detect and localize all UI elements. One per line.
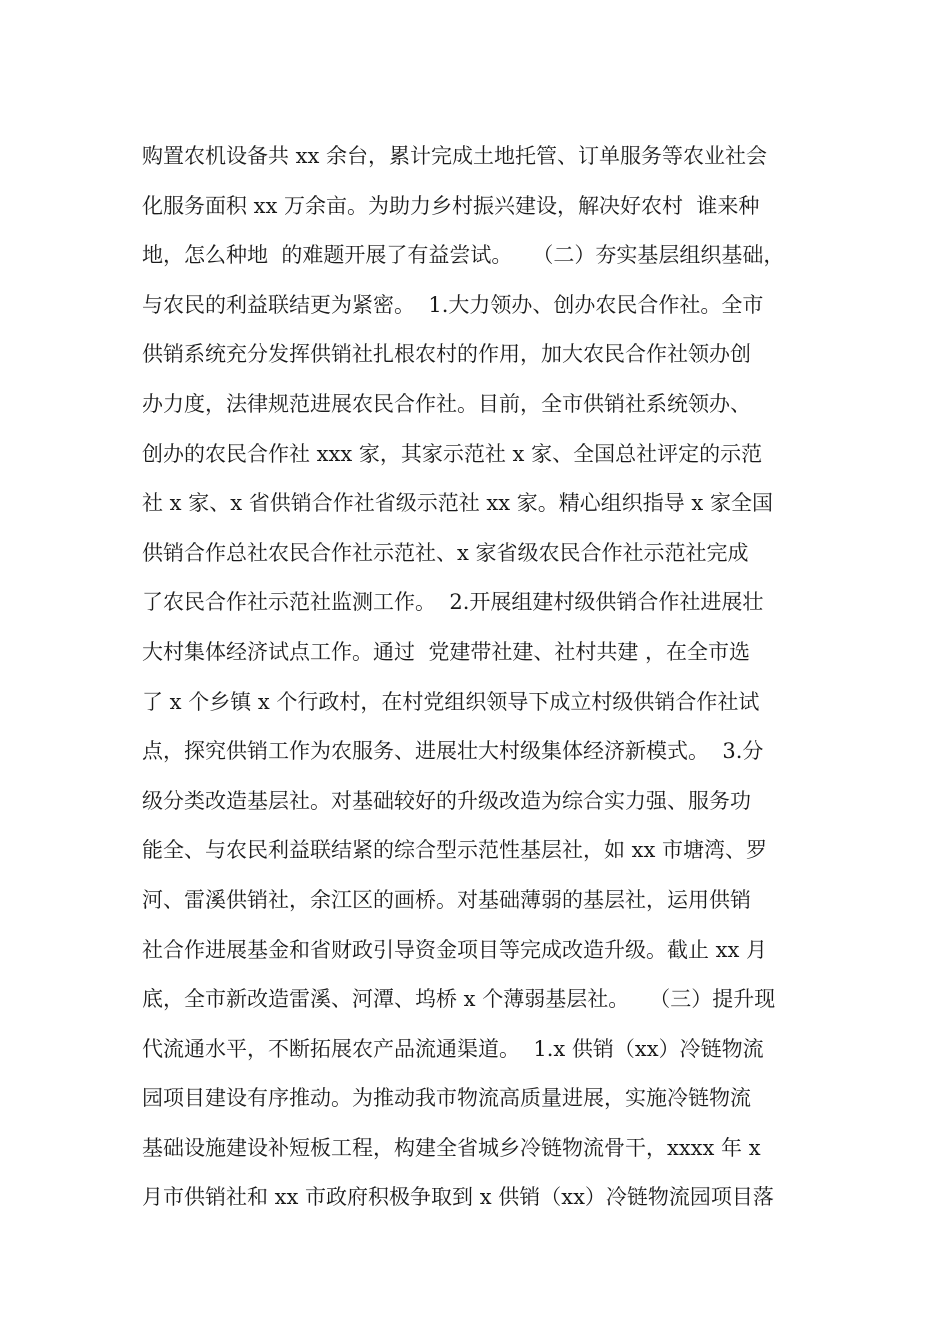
- text-line-18: 底，全市新改造雷溪、河潭、坞桥 x 个薄弱基层社。 （三）提升现: [142, 987, 776, 1012]
- text-line-22: 月市供销社和 xx 市政府积极争取到 x 供销（xx）冷链物流园项目落: [142, 1185, 774, 1210]
- text-line-19: 代流通水平，不断拓展农产品流通渠道。 1.x 供销（xx）冷链物流: [142, 1036, 764, 1061]
- text-line-16: 河、雷溪供销社，余江区的画桥。对基础薄弱的基层社，运用供销: [142, 887, 751, 912]
- text-line-7: 创办的农民合作社 xxx 家，其家示范社 x 家、全国总社评定的示范: [142, 441, 763, 466]
- text-line-9: 供销合作总社农民合作社示范社、x 家省级农民合作社示范社完成: [142, 540, 749, 565]
- body-text: [142, 132, 842, 1223]
- text-line-20: 园项目建设有序推动。为推动我市物流高质量进展，实施冷链物流: [142, 1086, 751, 1111]
- text-line-1: 购置农机设备共 xx 余台，累计完成土地托管、订单服务等农业社会: [142, 144, 768, 168]
- text-line-8: 社 x 家、x 省供销合作社省级示范社 xx 家。精心组织指导 x 家全国: [142, 491, 773, 516]
- text-line-17: 社合作进展基金和省财政引导资金项目等完成改造升级。截止 xx 月: [142, 937, 768, 962]
- text-line-3: 地，怎么种地 的难题开展了有益尝试。 （二）夯实基层组织基础，: [142, 243, 785, 268]
- text-line-21: 基础设施建设补短板工程，构建全省城乡冷链物流骨干，xxxx 年 x: [142, 1135, 761, 1160]
- text-line-12: 了 x 个乡镇 x 个行政村，在村党组织领导下成立村级供销合作社试: [142, 689, 760, 714]
- text-line-6: 办力度，法律规范进展农民合作社。目前，全市供销社系统领办、: [142, 391, 751, 416]
- text-line-4: 与农民的利益联结更为紧密。 1.大力领办、创办农民合作社。全市: [142, 292, 764, 317]
- text-line-2: 化服务面积 xx 万余亩。为助力乡村振兴建设，解决好农村 谁来种: [142, 193, 760, 218]
- text-line-15: 能全、与农民利益联结紧的综合型示范性基层社，如 xx 市塘湾、罗: [142, 838, 768, 863]
- text-line-10: 了农民合作社示范社监测工作。 2.开展组建村级供销合作社进展壮: [142, 590, 764, 615]
- text-line-13: 点，探究供销工作为农服务、进展壮大村级集体经济新模式。 3.分: [142, 739, 764, 764]
- text-line-14: 级分类改造基层社。对基础较好的升级改造为综合实力强、服务功: [142, 788, 751, 813]
- text-line-5: 供销系统充分发挥供销社扎根农村的作用，加大农民合作社领办创: [142, 342, 751, 367]
- text-line-11: 大村集体经济试点工作。通过 党建带社建、社村共建 ，在全市选: [142, 639, 751, 664]
